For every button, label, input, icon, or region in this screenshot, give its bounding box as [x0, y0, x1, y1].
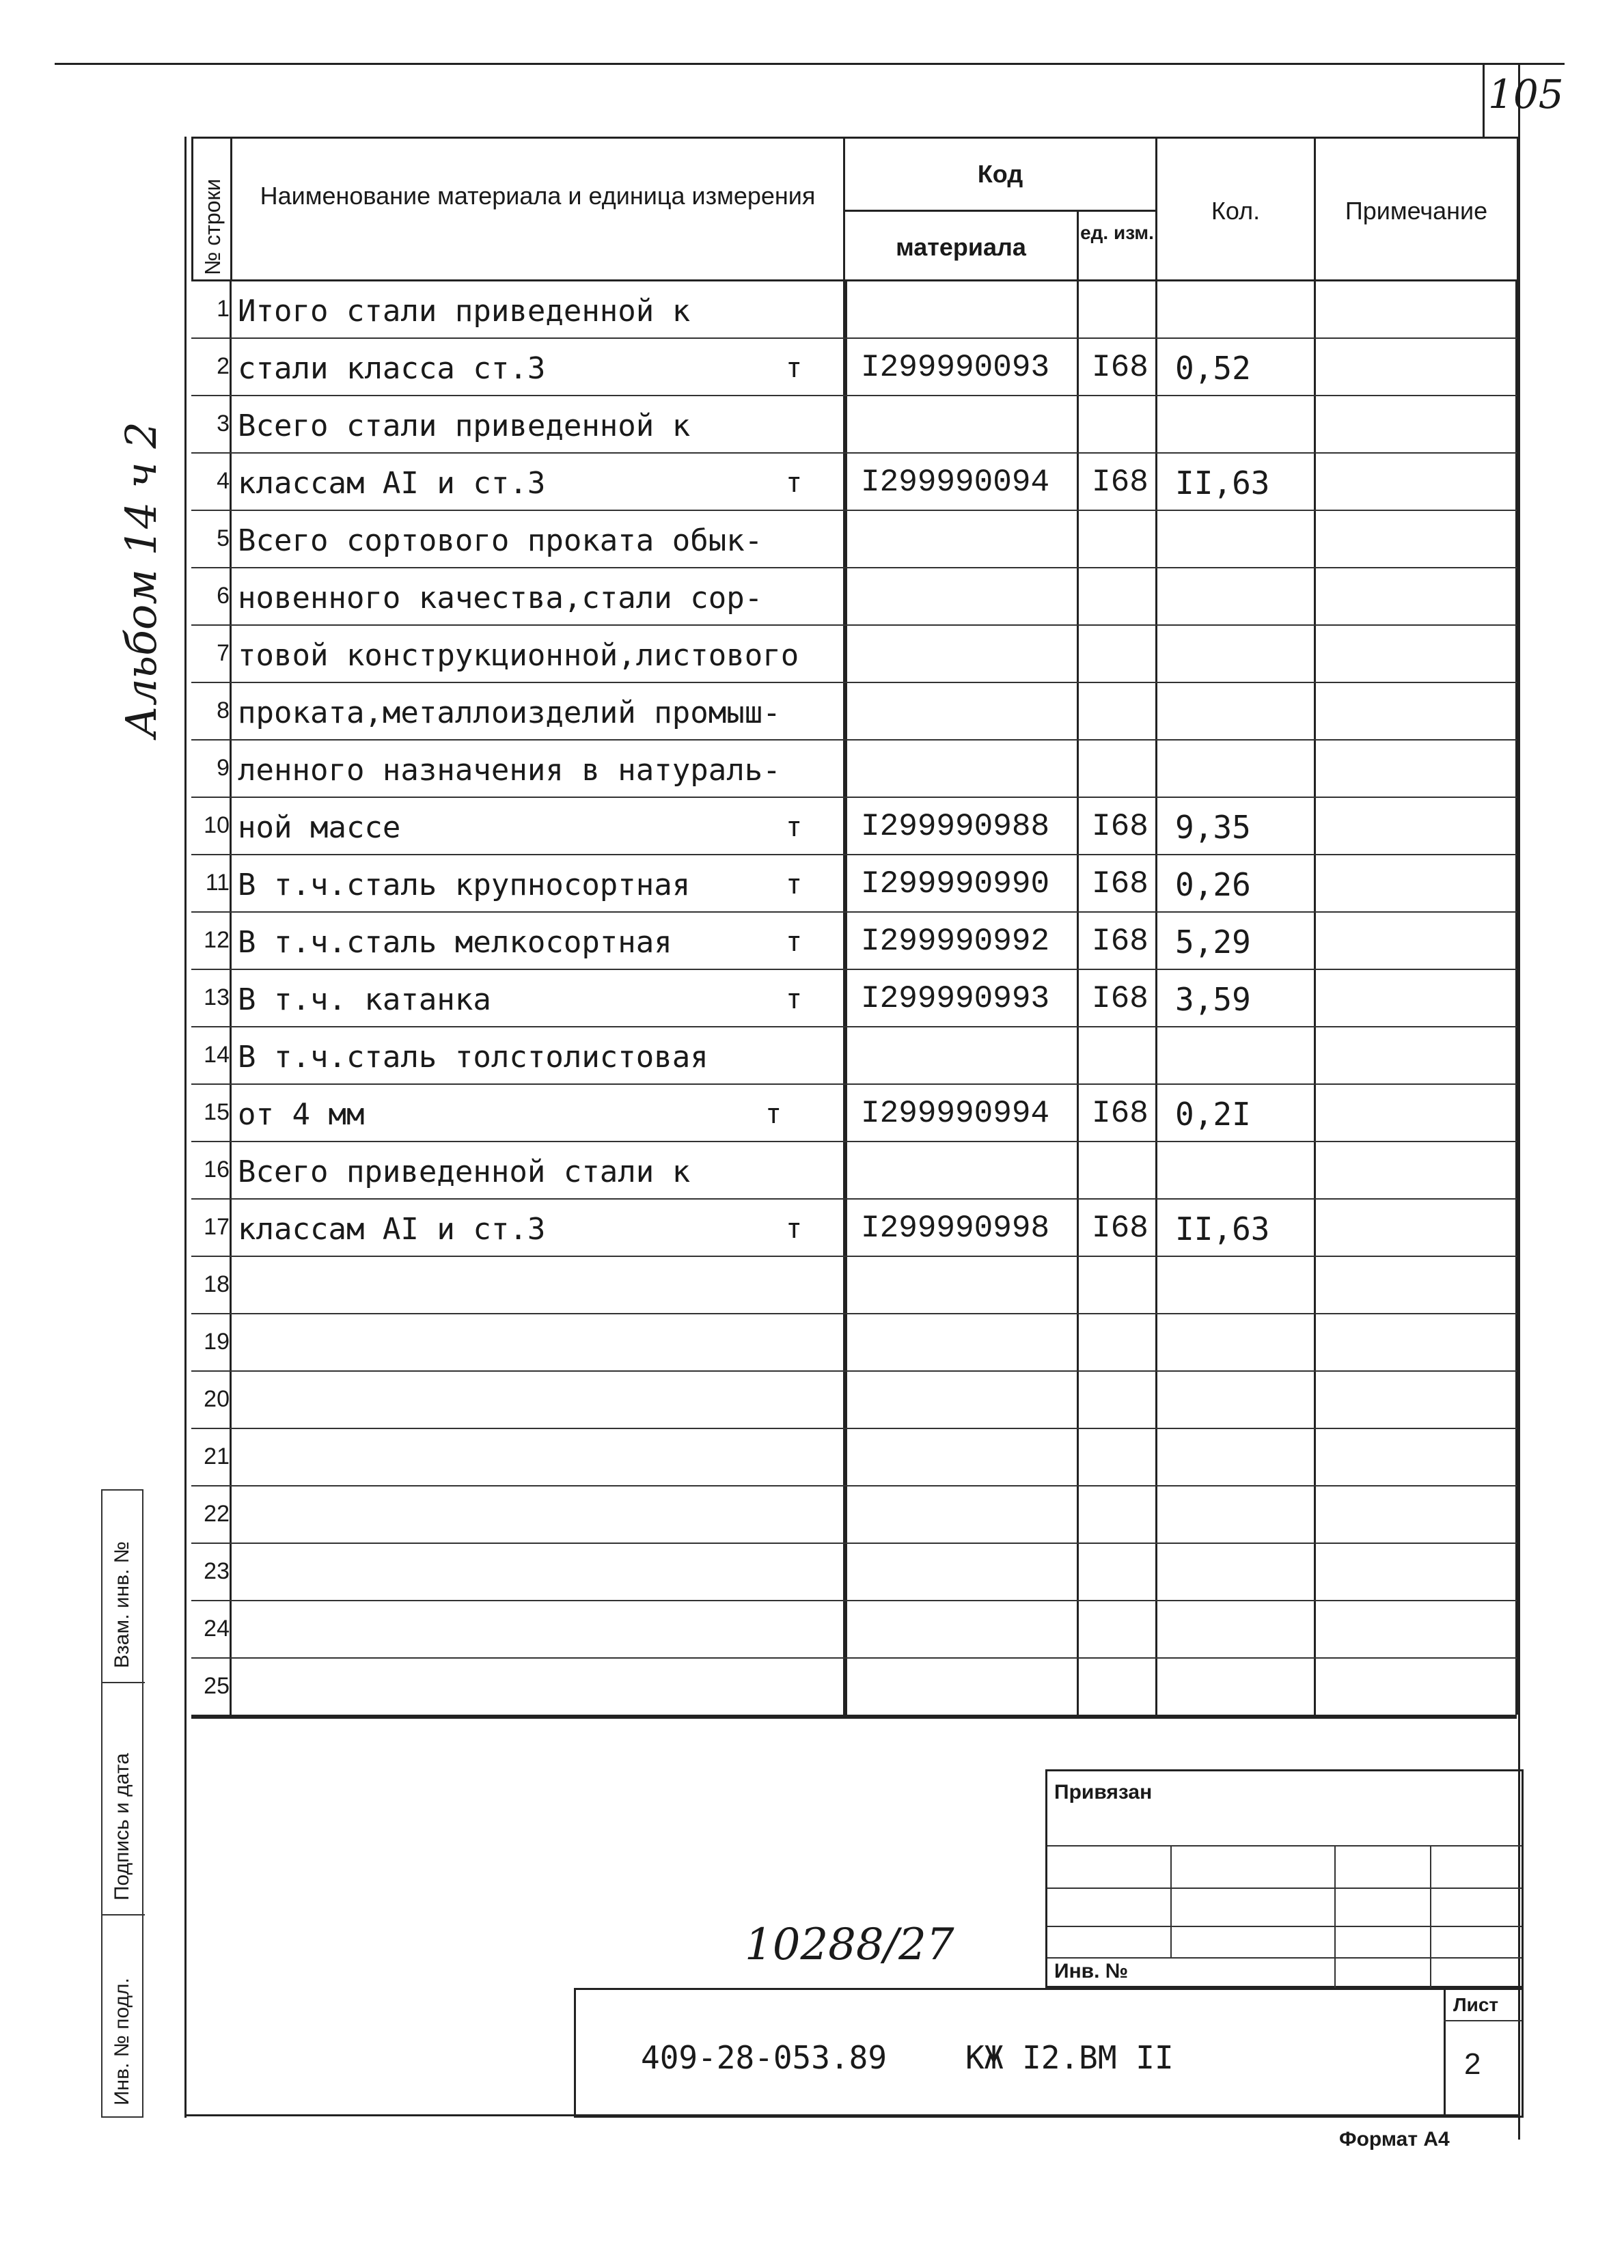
quantity: 5,29 — [1175, 924, 1251, 960]
row-number: 17 — [204, 1214, 230, 1240]
approval-block — [1045, 1769, 1524, 1988]
row-number: 2 — [217, 353, 230, 379]
row-number: 8 — [217, 697, 230, 723]
material-unit: т — [786, 467, 803, 499]
row-number: 23 — [204, 1558, 230, 1584]
material-name: от 4 мм — [238, 1097, 365, 1132]
quantity: 3,59 — [1175, 981, 1251, 1018]
stamp-divider — [102, 1914, 145, 1916]
material-name: Всего стали приведенной к — [238, 409, 691, 443]
row-number: 4 — [217, 468, 230, 494]
table-row — [191, 1313, 1517, 1372]
title-block — [574, 1988, 1524, 2118]
row-number: 9 — [217, 755, 230, 781]
table-row — [191, 1141, 1517, 1200]
material-unit: т — [765, 1098, 782, 1130]
table-row — [191, 1083, 1517, 1142]
row-number: 1 — [217, 296, 230, 322]
unit-code: I68 — [1092, 809, 1148, 844]
header-qty-cell — [1155, 137, 1316, 281]
material-name: товой конструкционной,листового — [238, 638, 799, 673]
material-name: Всего сортового проката обык- — [238, 523, 763, 558]
row-number: 15 — [204, 1099, 230, 1125]
header-row-no-cell — [191, 137, 232, 281]
material-unit: т — [786, 984, 803, 1015]
quantity: II,63 — [1175, 465, 1270, 501]
material-name: стали класса ст.3 — [238, 351, 546, 386]
table-row — [191, 337, 1517, 396]
row-number: 16 — [204, 1157, 230, 1183]
table-row — [191, 969, 1517, 1027]
row-number: 20 — [204, 1386, 230, 1412]
unit-code: I68 — [1092, 350, 1148, 385]
material-name: классам AI и ст.3 — [238, 1212, 546, 1247]
table-row — [191, 682, 1517, 741]
header-code-material-cell — [843, 210, 1079, 281]
material-unit: т — [786, 1213, 803, 1245]
material-name: ленного назначения в натураль- — [238, 753, 781, 788]
header-code-unit-cell — [1077, 210, 1157, 281]
header-code-material: материала — [896, 233, 1026, 261]
row-number: 25 — [204, 1673, 230, 1699]
header-name: Наименование материала и единица измерения — [260, 182, 816, 210]
header-name-cell — [230, 137, 845, 281]
table-row — [191, 1428, 1517, 1486]
handwritten-number: 10288/27 — [745, 1920, 954, 1970]
header-code: Код — [977, 160, 1023, 188]
designation: 409-28-053.89 — [641, 2039, 887, 2076]
table-row — [191, 854, 1517, 913]
approval-divider — [1047, 1845, 1522, 1847]
sheet-hline — [1444, 2020, 1522, 2021]
stamp-sign-date: Подпись и дата — [111, 1753, 133, 1900]
material-name: проката,металлоизделий промыш- — [238, 695, 781, 730]
sheet-value: 2 — [1464, 2047, 1481, 2081]
header-note-cell — [1314, 137, 1519, 281]
material-name: новенного качества,стали сор- — [238, 581, 763, 616]
table-row — [191, 1657, 1517, 1719]
format-label: Формат А4 — [1339, 2128, 1450, 2151]
table-row — [191, 452, 1517, 511]
row-number: 22 — [204, 1501, 230, 1527]
sheet-vline — [1444, 1990, 1446, 2116]
unit-code: I68 — [1092, 465, 1148, 500]
row-number: 11 — [205, 870, 230, 896]
table-row — [191, 1600, 1517, 1659]
material-name: В т.ч.сталь толстолистовая — [238, 1040, 708, 1075]
frame-left-line — [184, 137, 187, 2118]
table-row — [191, 395, 1517, 454]
quantity: 0,2I — [1175, 1096, 1251, 1133]
unit-code: I68 — [1092, 866, 1148, 902]
unit-code: I68 — [1092, 981, 1148, 1017]
sheet-corner-number: 105 — [1488, 71, 1564, 117]
approval-divider — [1047, 1957, 1522, 1959]
album-note: Альбом 14 ч 2 — [116, 421, 166, 738]
table-row — [191, 1256, 1517, 1314]
quantity: 0,26 — [1175, 866, 1251, 903]
unit-code: I68 — [1092, 1096, 1148, 1131]
material-unit: т — [786, 926, 803, 958]
row-number: 3 — [217, 411, 230, 437]
material-code: I299990994 — [861, 1096, 1050, 1131]
header-code-cell — [843, 137, 1157, 212]
stamp-divider — [102, 1682, 145, 1683]
quantity: 9,35 — [1175, 809, 1251, 846]
materials-table — [191, 280, 1517, 1715]
quantity: II,63 — [1175, 1211, 1270, 1247]
tied-label: Привязан — [1054, 1781, 1153, 1803]
row-number: 6 — [217, 583, 230, 609]
table-row — [191, 567, 1517, 626]
row-number: 19 — [204, 1329, 230, 1355]
quantity: 0,52 — [1175, 350, 1251, 387]
unit-code: I68 — [1092, 924, 1148, 959]
inv-no-label: Инв. № — [1054, 1960, 1129, 1982]
frame-top-line — [55, 63, 1565, 65]
row-number: 13 — [204, 984, 230, 1010]
material-code: I299990998 — [861, 1211, 1050, 1246]
material-name: В т.ч.сталь мелкосортная — [238, 925, 672, 960]
table-row — [191, 510, 1517, 568]
table-row — [191, 280, 1517, 339]
material-name: Всего приведенной стали к — [238, 1154, 691, 1189]
material-name: В т.ч.сталь крупносортная — [238, 868, 691, 902]
header-qty: Кол. — [1211, 197, 1261, 225]
table-row — [191, 797, 1517, 855]
header-row-no: № строки — [200, 178, 225, 275]
row-number: 5 — [217, 525, 230, 551]
table-row — [191, 1026, 1517, 1085]
approval-divider — [1047, 1926, 1522, 1927]
material-code: I299990990 — [861, 866, 1050, 902]
table-row — [191, 1370, 1517, 1429]
header-code-unit: ед. изм. — [1080, 222, 1154, 243]
table-row — [191, 624, 1517, 683]
material-name: классам AI и ст.3 — [238, 466, 546, 501]
row-number: 12 — [204, 927, 230, 953]
table-row — [191, 1543, 1517, 1601]
stamp-inv-orig: Инв. № подл. — [111, 1978, 133, 2105]
material-unit: т — [786, 812, 803, 843]
unit-code: I68 — [1092, 1211, 1148, 1246]
material-unit: т — [786, 869, 803, 900]
material-code: I299990094 — [861, 465, 1050, 500]
material-code: I299990992 — [861, 924, 1050, 959]
material-code: I299990093 — [861, 350, 1050, 385]
material-code: I299990988 — [861, 809, 1050, 844]
row-number: 18 — [204, 1271, 230, 1297]
approval-vline — [1334, 1845, 1336, 1990]
approval-vline — [1170, 1845, 1172, 1957]
row-number: 24 — [204, 1616, 230, 1642]
material-name: Итого стали приведенной к — [238, 294, 691, 329]
approval-divider — [1047, 1887, 1522, 1889]
table-row — [191, 1198, 1517, 1257]
table-row — [191, 911, 1517, 970]
stamp-replace-inv: Взам. инв. № — [111, 1541, 133, 1668]
doc-mark: КЖ I2.ВМ II — [965, 2039, 1174, 2076]
material-code: I299990993 — [861, 981, 1050, 1017]
table-row — [191, 1485, 1517, 1544]
row-number: 10 — [204, 812, 230, 838]
material-name: ной массе — [238, 810, 401, 845]
margin-stamp-column — [101, 1489, 143, 2118]
material-unit: т — [786, 352, 803, 384]
row-number: 14 — [204, 1042, 230, 1068]
row-number: 7 — [217, 640, 230, 666]
row-number: 21 — [204, 1443, 230, 1469]
table-row — [191, 739, 1517, 798]
header-note: Примечание — [1345, 197, 1488, 225]
approval-vline — [1430, 1845, 1431, 1990]
material-name: В т.ч. катанка — [238, 982, 491, 1017]
sheet-label: Лист — [1453, 1994, 1499, 2015]
